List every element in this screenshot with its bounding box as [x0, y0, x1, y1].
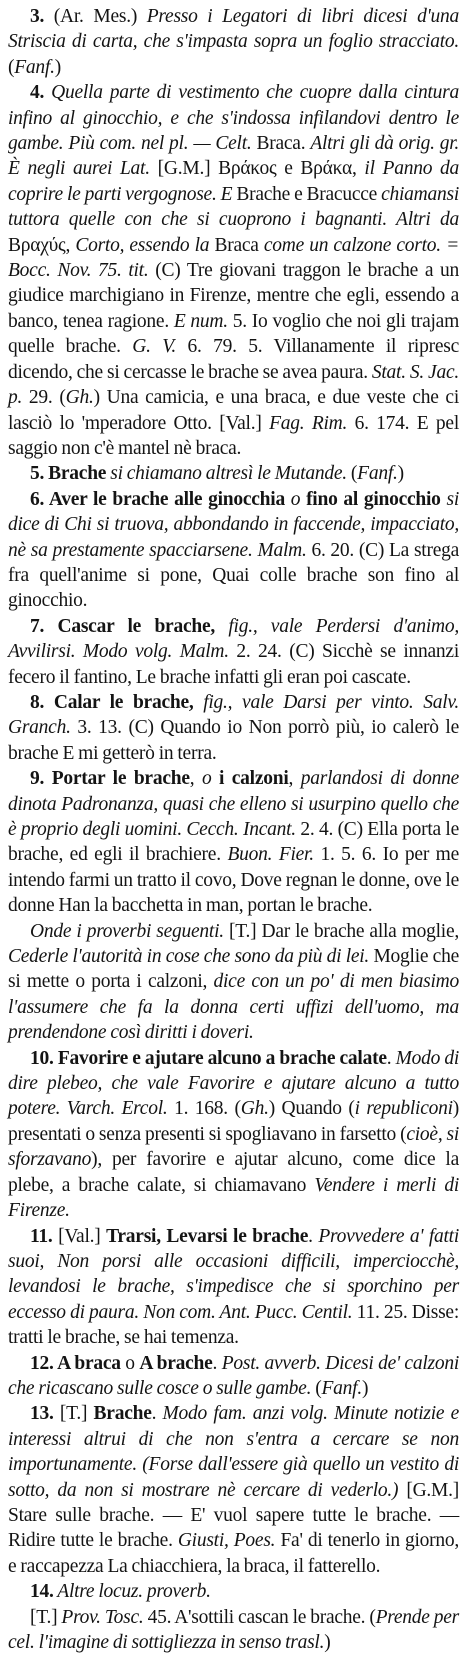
headword: A braca	[53, 1352, 121, 1374]
dictionary-entry	[8, 1224, 459, 1351]
dictionary-entry	[8, 1351, 459, 1402]
headword: i calzoni	[211, 768, 289, 790]
sense-number: 8.	[30, 691, 45, 713]
body-text: .	[212, 1352, 222, 1374]
body-text: Moglie che si mette o porta i calzoni,	[8, 946, 459, 993]
sense-number: 11.	[30, 1225, 53, 1247]
body-text: [Val.]	[52, 1225, 107, 1247]
italic-text: o	[201, 768, 212, 790]
italic-text: Prende per cel. l'imagine di sottigliezza in senso trasl.	[8, 1606, 460, 1653]
body-text: 6. 20. (C) La strega fra quell'anime si pone, Quai colle brache son fino al ginocchio.	[8, 539, 459, 612]
body-text: .	[308, 1225, 319, 1247]
italic-text: Quella parte di vestimento che cuopre dalla cintura infino al ginocchio, e che s'indossa infilandovi dentro le gambe. Più com. nel pl. — Celt.	[8, 82, 459, 155]
body-text: )	[361, 1377, 369, 1399]
body-text: 6. 79. 5. Villanamente il ripresc dicendo, che si cercasse le brache se avea paura.	[8, 336, 459, 383]
italic-text: Prov. Tosc.	[61, 1606, 144, 1628]
body-text: 1. 5. 6. Io per me intendo farmi un tratto il covo, Dove regnan le donne, ove le donne Han la bacchetta in man, portan le brache.	[8, 844, 459, 917]
italic-text: Fag. Rim.	[269, 412, 348, 434]
body-text: ,	[288, 768, 301, 790]
italic-text: E num.	[173, 310, 228, 332]
body-text: [G.M.] Βράκος e Βράκα,	[149, 158, 365, 180]
italic-text: Cederle l'autorità in cose che sono da più di lei.	[8, 946, 370, 968]
italic-text: Gh.	[240, 1098, 269, 1120]
sense-number: 12.	[30, 1352, 54, 1374]
body-text: Braca	[209, 234, 264, 256]
body-text: 45. A'sottili cascan le brache. (	[143, 1606, 376, 1628]
body-text: Fa' di tenerlo in giorno, e raccapezza La chiacchiera, la braca, il fatterello.	[8, 1530, 460, 1577]
sense-number: 10.	[30, 1047, 54, 1069]
body-text: [T.]	[53, 1403, 94, 1425]
headword: A brache	[139, 1352, 213, 1374]
italic-text: il Panno da coprire le parti vergognose. E	[8, 158, 460, 205]
italic-text: chiamansi tuttora quelle con che si cuoprono i bagnanti. Altri da	[8, 183, 459, 231]
entry-column	[8, 4, 459, 1655]
body-text: [G.M.] Stare sulle brache. — E' vuol sapere tutte le brache. — Ridire tutte le brache.	[8, 1479, 459, 1552]
body-text: 3. 13. (C) Quando io Non porrò più, io calerò le brache E mi getterò in terra.	[8, 717, 459, 764]
dictionary-entry	[8, 766, 459, 918]
body-text: Βραχύς,	[8, 234, 76, 256]
body-text: ,	[189, 768, 202, 790]
italic-text: Onde i proverbi seguenti.	[30, 920, 224, 942]
italic-text: Buon. Fier.	[227, 844, 314, 866]
dictionary-entry	[8, 1046, 459, 1224]
sense-number: 3.	[30, 6, 45, 27]
headword: Favorire e ajutare alcuno a brache calate	[53, 1047, 387, 1069]
headword: Trarsi, Levarsi le brache	[106, 1225, 309, 1247]
italic-text: Modo di dire plebeo, che vale Favorire e ajutare alcuno a tutto potere. Varch. Ercol.	[8, 1047, 459, 1120]
body-text: (	[346, 463, 358, 485]
body-text: (C) Tre giovani traggon le brache a un giudice marchigiano in Firenze, mentre che egli, essendo a banco, tenea ragione.	[8, 260, 459, 332]
body-text: ) Una camicia, e una braca, e due veste che ci lasciò lo 'mperadore Otto. [Val.]	[8, 387, 459, 434]
headword: Brache	[44, 463, 107, 485]
dictionary-entry	[8, 1401, 459, 1579]
italic-text: i republiconi	[354, 1098, 453, 1120]
headword: Calar le brache,	[44, 691, 194, 713]
body-text: [T.]	[30, 1606, 62, 1628]
sense-number: 14.	[30, 1581, 54, 1603]
body-text: )	[54, 56, 61, 78]
dictionary-entry	[8, 690, 459, 766]
italic-text: dice con un po' di men biasimo l'assumere che fa la donna certi uffizi dell'uomo, ma prendendone così diritti i doveri.	[8, 971, 459, 1044]
italic-text: o	[284, 488, 307, 510]
headword: Portar le brache	[44, 768, 190, 790]
body-text: 29. (	[22, 387, 66, 409]
italic-text: Fanf.	[321, 1377, 362, 1399]
sense-number: 13.	[30, 1403, 54, 1425]
body-text: ), per favorire e ajutar alcuno, come dice la plebe, a brache calate, si chiamavano	[8, 1149, 459, 1196]
dictionary-entry	[8, 487, 459, 614]
dictionary-entry	[8, 1579, 459, 1604]
italic-text: Giusti, Poes.	[177, 1530, 276, 1552]
body-text: o	[120, 1352, 140, 1374]
italic-text: Corto, essendo la	[75, 234, 210, 256]
body-text: )	[324, 1632, 331, 1653]
body-text: 2. 4. (C) Ella porta le brache, ed egli il brachiere.	[8, 819, 459, 866]
sense-number: 9.	[30, 768, 45, 790]
italic-text: fig., vale Perdersi d'animo, Avvilirsi. Modo volg. Malm.	[8, 615, 460, 663]
body-text: .	[151, 1403, 163, 1425]
body-text: (Ar. Mes.)	[44, 6, 147, 27]
body-text: [T.] Dar le brache alla moglie,	[223, 920, 459, 942]
italic-text: Vendere i merli di Firenze.	[8, 1174, 459, 1222]
dictionary-entry	[8, 614, 459, 690]
italic-text: Fanf.	[14, 56, 55, 78]
body-text: ) presentati o senza presenti si spogliavano in farsetto (	[8, 1098, 460, 1145]
body-text: (	[8, 56, 15, 78]
italic-text: Altri gli dà orig. gr. È negli aurei Lat.	[8, 133, 460, 180]
sense-number: 7.	[30, 615, 45, 637]
dictionary-entry	[8, 80, 459, 461]
body-text: ) Quando (	[268, 1098, 355, 1120]
headword: Brache	[93, 1403, 152, 1425]
body-text: )	[397, 463, 404, 485]
headword: Aver le brache alle ginocchia	[44, 488, 285, 510]
italic-text: G. V.	[132, 336, 176, 358]
italic-text: si chiamano altresì le Mutande.	[106, 463, 347, 485]
italic-text: Gh.	[65, 387, 94, 409]
italic-text: Fanf.	[357, 463, 398, 485]
sense-number: 6.	[30, 488, 45, 510]
dictionary-entry	[8, 1605, 459, 1655]
italic-text: Modo fam. anzi volg. Minute notizie e interessi altrui di che non s'entra a cercare se non importunamente. (Forse dall'essere già quello un vestito di sotto, da non si mostrare nè cercare di vederlo.)	[8, 1403, 459, 1501]
dictionary-entry	[8, 4, 459, 80]
italic-text: come un calzone corto. = Bocc. Nov. 75. tit.	[8, 234, 460, 282]
body-text: 11. 25. Disse: tratti le brache, se hai temenza.	[8, 1301, 459, 1349]
dictionary-entry	[8, 461, 459, 486]
italic-text: Presso i Legatori di libri dicesi d'una Striscia di carta, che s'impasta sopra un foglio stracciato.	[8, 6, 459, 53]
headword: Cascar le brache,	[44, 615, 215, 637]
dictionary-entry	[8, 919, 459, 1046]
body-text: (	[311, 1377, 322, 1399]
italic-text: parlandosi di donne dinota Padronanza, quasi che elleno si usurpino quello che è proprio degli uomini. Cecch. Incant.	[8, 768, 459, 840]
body-text: 2. 24. (C) Sicchè se innanzi fecero il fantino, Le brache infatti gli eran poi cascate.	[8, 641, 459, 688]
body-text: Brache e Bracucce	[232, 183, 382, 205]
italic-text: cioè, si sforzavano	[8, 1123, 460, 1171]
italic-text: Stat. S. Jac. p.	[8, 361, 459, 409]
sense-number: 5.	[30, 463, 45, 485]
italic-text: fig., vale Darsi per vinto. Salv. Granch.	[8, 691, 459, 739]
italic-text: Provvedere a' fatti suoi, Non porsi alle occasioni difficili, imperciocchè, levandosi le brache, s'impedisce che si sporchino per eccesso di paura. Non com. Ant. Pucc. Centil.	[8, 1225, 459, 1323]
headword: fino al ginocchio	[306, 488, 441, 510]
body-text: Braca.	[251, 133, 311, 155]
italic-text: si dice di Chi si truova, abbondando in faccende, impacciato, nè sa prestamente spacciarsene. Malm.	[8, 488, 459, 561]
body-text: .	[386, 1047, 396, 1069]
sense-number: 4.	[30, 82, 45, 104]
body-text: 1. 168. (	[167, 1098, 241, 1120]
body-text: 5. Io voglio che noi gli trajam quelle brache.	[8, 310, 459, 358]
italic-text: Altre locuz. proverb.	[53, 1581, 211, 1603]
body-text: 6. 174. E pel saggio non c'è mantel nè braca.	[8, 412, 459, 459]
italic-text: Post. avverb. Dicesi de' calzoni che ricascano sulle cosce o sulle gambe.	[8, 1352, 460, 1399]
